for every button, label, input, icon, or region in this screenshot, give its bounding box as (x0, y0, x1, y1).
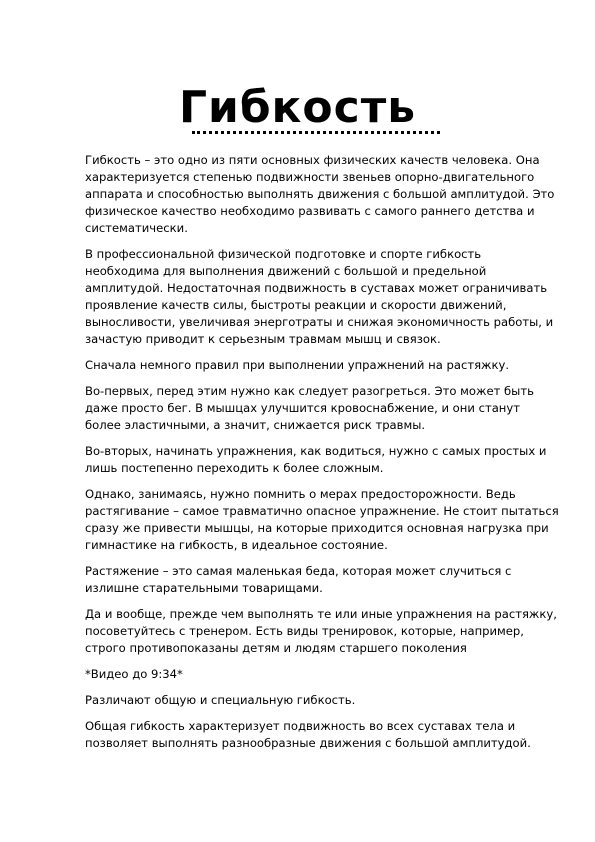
paragraph-8: Да и вообще, прежде чем выполнять те или иные упражнения на растяжку, посоветуйтесь с тренером. Есть виды тренировок, которые, например, строго противопоказаны детям и людям старшего поколения (85, 607, 557, 655)
paragraph-6: Однако, занимаясь, нужно помнить о мерах предосторожности. Ведь растягивание – самое травматично опасное упражнение. Не стоит пытаться сразу же привести мышцы, на которые приходится основная нагрузка при гимнастике на гибкость, в идеальное состояние. (85, 487, 559, 552)
paragraph-1: Гибкость – это одно из пяти основных физических качеств человека. Она характеризуется степенью подвижности звеньев опорно-двигательного аппарата и способностью выполнять движения с большой амплитудой. Это физическое качество необходимо развивать с самого раннего детства и систематически. (85, 153, 555, 235)
paragraph-3: Сначала немного правил при выполнении упражнений на растяжку. (85, 358, 510, 372)
paragraph-7: Растяжение – это самая маленькая беда, которая может случиться с излишне старательными товарищами. (85, 564, 512, 595)
page-title: Гибкость (178, 82, 417, 133)
paragraph-4: Во-первых, перед этим нужно как следует разогреться. Это может быть даже просто бег. В мышцах улучшится кровоснабжение, и они станут более эластичными, а значит, снижается риск травмы. (85, 384, 534, 432)
title-underline (192, 131, 440, 134)
paragraph-9: *Видео до 9:34* (85, 667, 183, 681)
paragraph-5: Во-вторых, начинать упражнения, как водиться, нужно с самых простых и лишь постепенно переходить к более сложным. (85, 444, 547, 475)
paragraph-10: Различают общую и специальную гибкость. (85, 693, 356, 707)
paragraph-2: В профессиональной физической подготовке и спорте гибкость необходима для выполнения движений с большой и предельной амплитудой. Недостаточная подвижность в суставах может ограничивать проявление качеств силы, быстроты реакции и скорости движений, выносливости, увеличивая энерготраты и снижая экономичность работы, и зачастую приводит к серьезным травмам мышц и связок. (85, 247, 554, 346)
paragraph-11: Общая гибкость характеризует подвижность во всех суставах тела и позволяет выполнять разнообразные движения с большой амплитудой. (85, 719, 531, 750)
document-body (85, 152, 559, 761)
